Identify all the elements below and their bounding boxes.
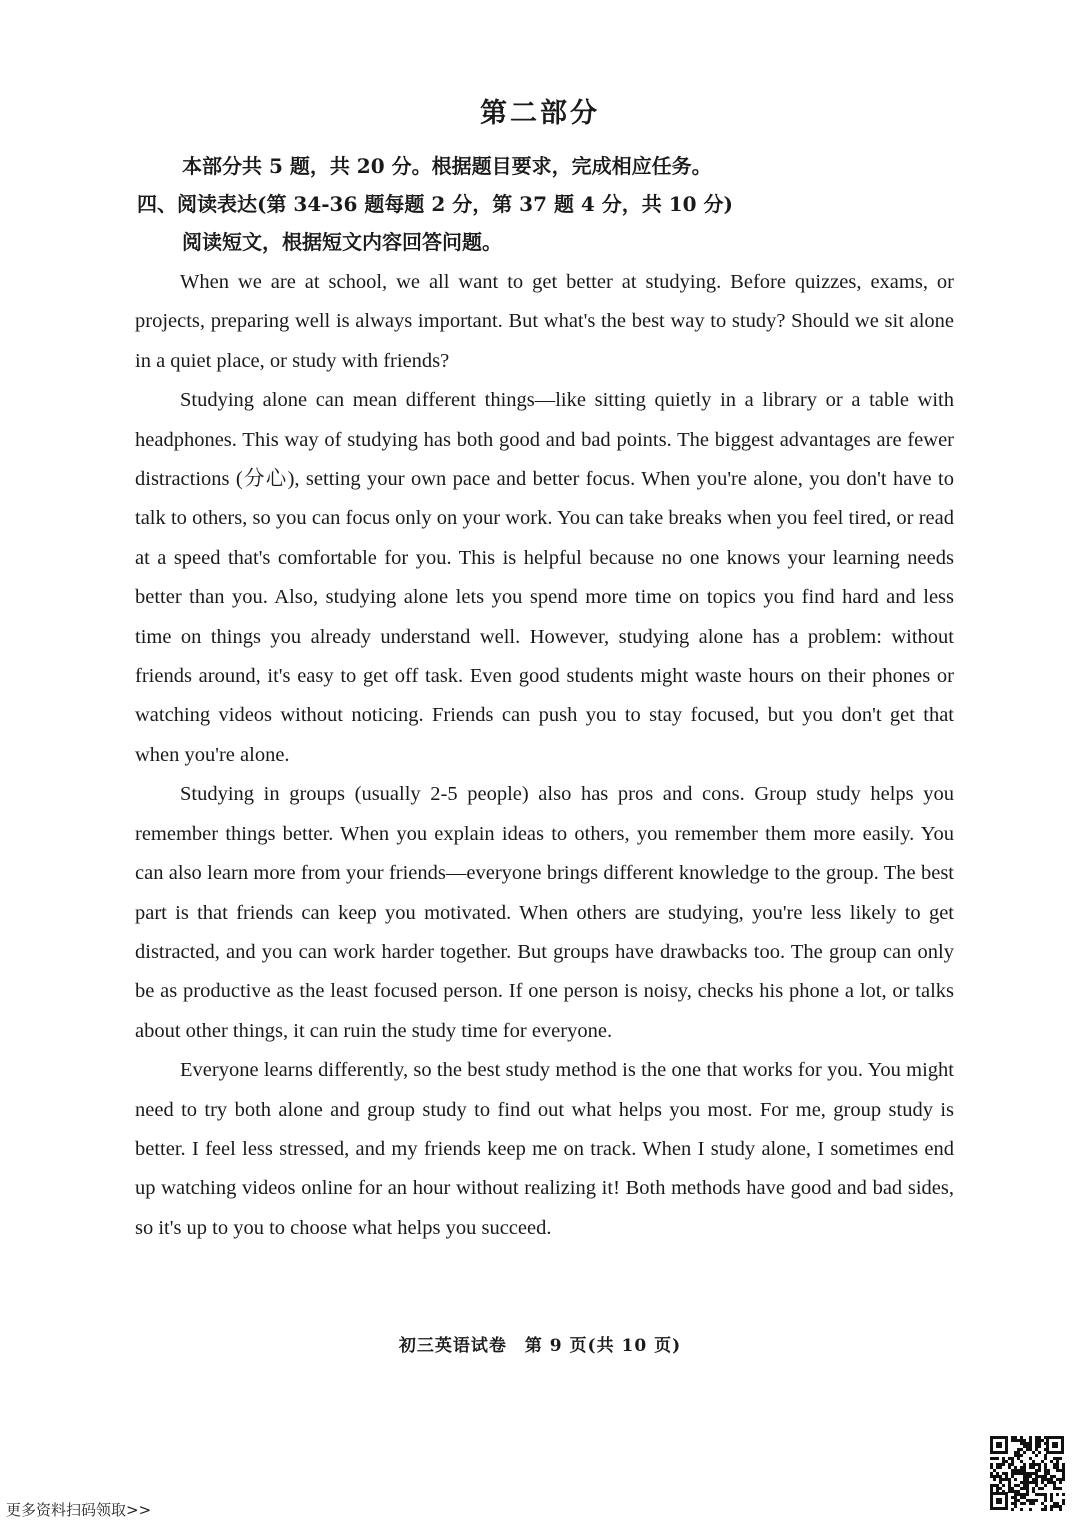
passage-paragraph: When we are at school, we all want to get better at studying. Before quizzes, exams, or projects, preparing well is always important. But what's the best way to study? Should we sit alone in a quiet place, or study with friends? <box>135 271 954 372</box>
reading-passage <box>135 263 954 1248</box>
page-title: 第二部分 <box>480 98 600 129</box>
section-instruction: 本部分共 5 题，共 20 分。根据题目要求，完成相应任务。 <box>182 154 712 178</box>
passage-paragraph: Studying in groups (usually 2-5 people) also has pros and cons. Group study helps you remember things better. When you explain ideas to others, you remember them more easily. You can also learn more from your friends—everyone brings different knowledge to the group. The best part is that friends can keep you motivated. When others are studying, you're less likely to get distracted, and you can work harder together. But groups have drawbacks too. The group can only be as productive as the least focused person. If one person is noisy, checks his phone a lot, or talks about other things, it can ruin the study time for everyone. <box>135 783 954 1042</box>
page-footer: 初三英语试卷 第 9 页(共 10 页) <box>398 1336 682 1356</box>
reading-instruction: 阅读短文，根据短文内容回答问题。 <box>182 230 502 254</box>
passage-paragraph: Studying alone can mean different things—like sitting quietly in a library or a table with headphones. This way of studying has both good and bad points. The biggest advantages are fewer distractions (分心), setting your own pace and better focus. When you're alone, you don't have to talk to others, so you can focus only on your work. You can take breaks when you feel tired, or read at a speed that's comfortable for you. This is helpful because no one knows your learning needs better than you. Also, studying alone lets you spend more time on topics you find hard and less time on things you already understand well. However, studying alone has a problem: without friends around, it's easy to get off task. Even good students might waste hours on their phones or watching videos without noticing. Friends can push you to stay focused, but you don't get that when you're alone. <box>135 389 954 766</box>
promo-text[interactable]: 更多资料扫码领取>> <box>6 1501 152 1519</box>
question-heading: 四、阅读表达(第 34-36 题每题 2 分，第 37 题 4 分，共 10 分) <box>137 192 734 216</box>
qr-code-icon[interactable] <box>988 1434 1066 1512</box>
passage-paragraph: Everyone learns differently, so the best study method is the one that works for you. You might need to try both alone and group study to find out what helps you most. For me, group study is better. I feel less stressed, and my friends keep me on track. When I study alone, I sometimes end up watching videos online for an hour without realizing it! Both methods have good and bad sides, so it's up to you to choose what helps you succeed. <box>135 1059 954 1239</box>
